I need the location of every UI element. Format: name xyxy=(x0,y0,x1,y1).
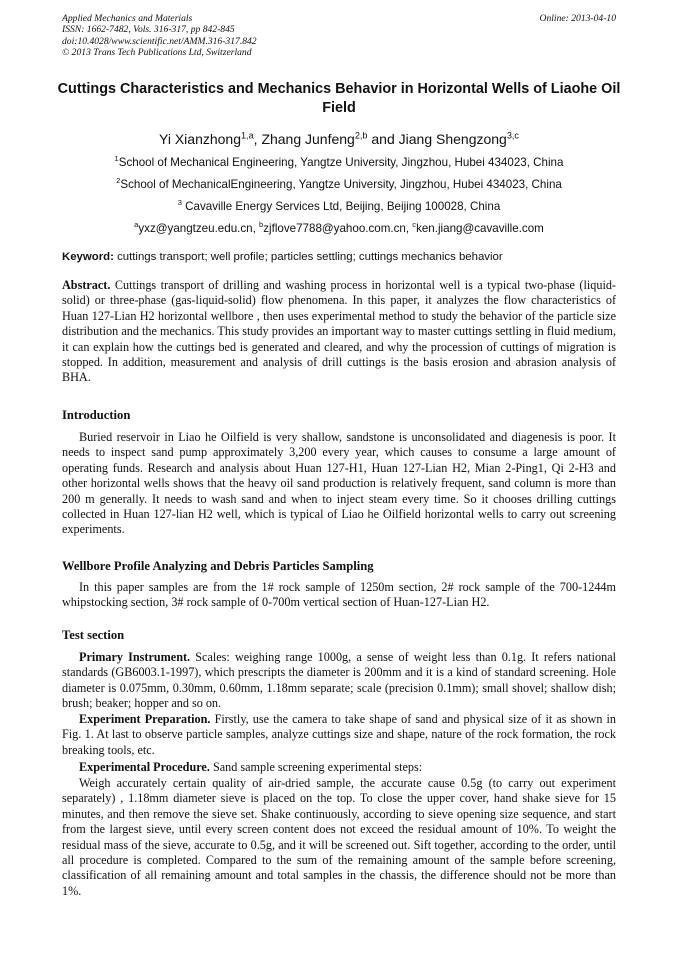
author-separator: and xyxy=(367,131,399,147)
journal-header xyxy=(62,13,616,59)
email-c[interactable]: ken.jiang@cavaville.com xyxy=(416,222,544,235)
email-a[interactable]: yxz@yangtzeu.edu.cn, xyxy=(138,222,260,235)
author-line xyxy=(40,130,638,148)
instrument-paragraph xyxy=(62,650,616,712)
author-name: Yi Xianzhong xyxy=(159,131,241,147)
affiliation-3 xyxy=(40,200,638,214)
wellbore-heading: Wellbore Profile Analyzing and Debris Particles Sampling xyxy=(62,559,374,573)
affiliation-text: Cavaville Energy Services Ltd, Beijing, Beijing 100028, China xyxy=(181,200,501,213)
keywords xyxy=(62,250,622,264)
issn-line: ISSN: 1662-7482, Vols. 316-317, pp 842-845 xyxy=(62,24,235,36)
procedure-body: Weigh accurately certain quality of air-dried sample, the accurate cause 0.5g (to carry out experiment separately) , 1.18mm diameter sieve is placed on the top. To close the upper cover, hand shake sieve for 15 minutes, and then remove the sieve set. Shake continuously, according to sieve opening size sequence, and start from the largest sieve, until every screen content does not exceed the residual amount of 10%. To weight the residual mass of the sieve, accurate to 0.5g, and it will be screened out. Sift together, according to the order, until all procedure is completed. Compared to the sum of the remaining amount of the sample before screening, classification of all remaining amount and total samples in the chassis, the difference should not be more than 1%. xyxy=(62,776,616,898)
instrument-label: Primary Instrument. xyxy=(79,650,191,664)
affiliation-text: School of Mechanical Engineering, Yangtze University, Jingzhou, Hubei 434023, China xyxy=(118,156,564,169)
email-marker: b xyxy=(259,220,264,230)
test-heading: Test section xyxy=(62,628,125,642)
author-separator: , xyxy=(253,131,262,147)
procedure-paragraph xyxy=(62,760,616,775)
instrument-text: Scales: weighing range 1000g, a sense of weight less than 0.1g. It refers national standards (GB6003.1-1997), which prescripts the diameter is 200mm and it is a kind of standard screening. Hole diameter is 0.075mm, 0.30mm, 0.60mm, 1.18mm separate; scale (precision 0.1mm); small shovel; shallow dish; brush; beaker; hopper and so on. xyxy=(62,650,616,711)
prep-label: Experiment Preparation. xyxy=(79,712,211,726)
intro-paragraph: Buried reservoir in Liao he Oilfield is very shallow, sandstone is unconsolidated and diagenesis is poor. It needs to inspect sand pump approximately 3,200 every year, which causes to consume a large amount of operating funds. Research and analysis about Huan 127-H1, Huan 127-Lian H2, Mian 2-Ping1, Qi 2-H3 and other horizontal wells shows that the heavy oil sand production is relatively frequent, sand column is more than 200 m generally. It needs to wash sand and when to inject steam every time. So it chooses drilling cuttings collected in Huan 127-lian H2 well, which is typical of Liao he Oilfield horizontal wells to carry out screening experiments. xyxy=(62,430,616,537)
author-affiliation-marker: 2,b xyxy=(354,130,368,141)
affiliation-1 xyxy=(40,156,638,170)
abstract-text: Cuttings transport of drilling and washing process in horizontal well is a typical two-phase (liquid-solid) or three-phase (gas-liquid-solid) flow phenomena. In this paper, it analyzes the flow characteristics of Huan 127-Lian H2 horizontal wellbore , then uses experimental method to study the behavior of the particle size distribution and the mechanics. This study provides an important way to master cuttings settling in fluid medium, it can explain how the cuttings bed is generated and cleared, and why the procession of cuttings of migration is stopped. In addition, measurement and analysis of drill cuttings is the basis erosion and abrasion analysis of BHA. xyxy=(62,278,616,385)
author-name: Zhang Junfeng xyxy=(261,131,355,147)
affiliation-marker: 3 xyxy=(177,198,182,208)
procedure-label: Experimental Procedure. xyxy=(79,760,210,774)
procedure-text: Sand sample screening experimental steps: xyxy=(209,760,423,774)
doi-line: doi:10.4028/www.scientific.net/AMM.316-317.842 xyxy=(62,35,257,47)
wellbore-paragraph: In this paper samples are from the 1# rock sample of 1250m section, 2# rock sample of the 700-1244m whipstocking section, 3# rock sample of 0-700m vertical section of Huan-127-Lian H2. xyxy=(62,580,616,610)
online-date: Online: 2013-04-10 xyxy=(539,13,616,24)
prep-paragraph xyxy=(62,712,616,758)
author-affiliation-marker: 1,a xyxy=(241,130,254,141)
email-b[interactable]: zjflove7788@yahoo.com.cn, xyxy=(263,222,413,235)
affiliation-marker: 2 xyxy=(116,176,121,186)
journal-name: Applied Mechanics and Materials xyxy=(62,13,193,24)
abstract-label: Abstract. xyxy=(62,278,111,292)
intro-heading: Introduction xyxy=(62,408,131,422)
paper-title: Cuttings Characteristics and Mechanics Behavior in Horizontal Wells of Liaohe Oil Field xyxy=(57,81,621,116)
affiliation-2 xyxy=(40,178,638,192)
abstract xyxy=(62,278,616,386)
author-affiliation-marker: 3,c xyxy=(506,130,519,141)
email-marker: c xyxy=(412,220,417,230)
affiliation-text: School of MechanicalEngineering, Yangtze University, Jingzhou, Hubei 434023, China xyxy=(120,178,562,191)
email-marker: a xyxy=(134,220,139,230)
author-name: Jiang Shengzong xyxy=(398,131,507,147)
prep-text: Firstly, use the camera to take shape of sand and physical size of it as shown in Fig. 1. At last to observe particle samples, analyze cuttings size and shape, nature of the rock formation, the rock breaking tools, etc. xyxy=(62,712,616,757)
keywords-label: Keyword: xyxy=(62,251,114,263)
email-line xyxy=(40,222,638,236)
copyright-line: © 2013 Trans Tech Publications Ltd, Switzerland xyxy=(62,47,252,59)
affiliation-marker: 1 xyxy=(114,154,119,164)
keywords-text: cuttings transport; well profile; particles settling; cuttings mechanics behavior xyxy=(113,251,503,263)
